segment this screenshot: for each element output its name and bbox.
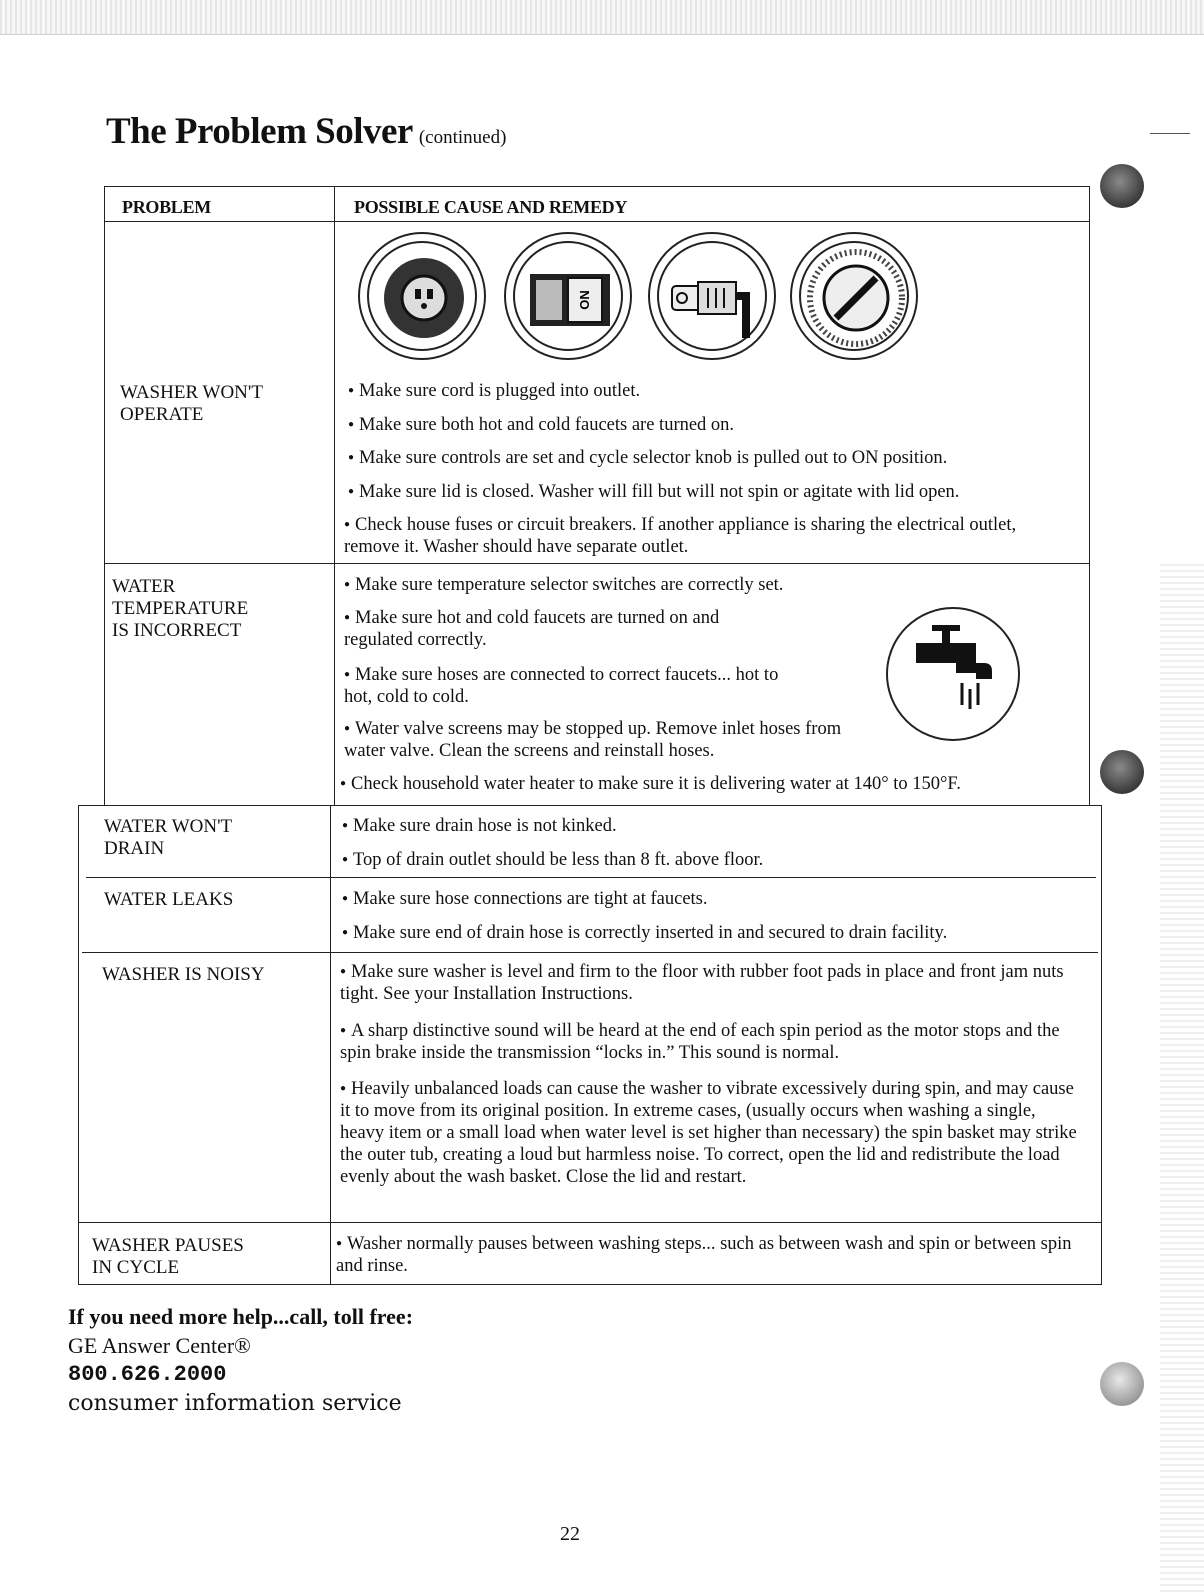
title-text: The Problem Solver (106, 111, 413, 152)
remedy-item: ● Top of drain outlet should be less than 8 ft. above floor. (342, 849, 1082, 871)
icon-row (358, 232, 938, 362)
problem-line: TEMPERATURE (112, 598, 249, 619)
problem-line: WATER (112, 576, 176, 597)
row-rule (104, 563, 1090, 564)
remedy-item: ● A sharp distinctive sound will be heard at the end of each spin period as the motor stops and the spin brake inside the transmission “locks in.” This sound is normal. (340, 1020, 1080, 1064)
remedy-item: ● Make sure temperature selector switches are correctly set. (344, 574, 1044, 596)
problem-washer-wont-operate (120, 382, 263, 426)
page-number: 22 (560, 1523, 580, 1545)
remedy-item: ● Make sure end of drain hose is correctly inserted in and secured to drain facility. (342, 922, 1082, 944)
plug-icon (648, 232, 776, 360)
row-rule (78, 1222, 1102, 1223)
remedy-item: ● Make sure lid is closed. Washer will fill but will not spin or agitate with lid open. (348, 481, 1078, 503)
breaker-on-label: ON (577, 290, 592, 310)
problem-water-leaks (104, 889, 233, 911)
remedy-item: ● Check house fuses or circuit breakers. If another appliance is sharing the electrical outlet, remove it. Washer should have separate outlet. (344, 514, 1074, 558)
column-header-remedy: POSSIBLE CAUSE AND REMEDY (354, 197, 628, 217)
remedy-item: ● Water valve screens may be stopped up. Remove inlet hoses from water valve. Clean the screens and reinstall hoses. (344, 718, 874, 762)
scan-edge-top (0, 0, 1204, 35)
outlet-icon (358, 232, 486, 360)
remedy-item: ● Heavily unbalanced loads can cause the washer to vibrate excessively during spin, and may cause it to move from its original position. In extreme cases, (usually occurs when washing a single, heavy item or a small load when water level is set higher than necessary) the spin basket may strike the outer tub, creating a loud but harmless noise. To correct, open the lid and redistribute the load evenly about the wash basket. Close the lid and restart. (340, 1078, 1080, 1188)
remedy-item: ● Make sure hose connections are tight at faucets. (342, 888, 1082, 910)
problem-line: IS INCORRECT (112, 620, 242, 641)
problem-water-temperature (112, 576, 248, 642)
problem-line: WASHER IS NOISY (102, 964, 265, 985)
remedy-item: ● Make sure hoses are connected to correct faucets... hot to hot, cold to cold. (344, 664, 794, 708)
scan-edge-right (1160, 560, 1204, 1592)
problem-line: WATER WON'T (104, 816, 233, 837)
problem-line: WASHER WON'T (120, 382, 263, 403)
problem-line: WASHER PAUSES (92, 1235, 244, 1256)
problem-washer-is-noisy (102, 964, 265, 986)
remedy-item: ● Washer normally pauses between washing steps... such as between wash and spin or between spin and rinse. (336, 1233, 1086, 1277)
margin-rule (1150, 133, 1190, 134)
problem-line: IN CYCLE (92, 1257, 180, 1278)
faucet-icon (886, 607, 1020, 741)
problem-washer-pauses (92, 1235, 244, 1279)
breaker-switch-icon (504, 232, 632, 360)
dial-knob-icon (790, 232, 918, 360)
column-divider (334, 186, 335, 806)
problem-line: OPERATE (120, 404, 204, 425)
row-rule (82, 952, 1098, 953)
page-title (106, 110, 506, 153)
binder-hole (1100, 164, 1144, 208)
binder-hole (1100, 1362, 1144, 1406)
remedy-item: ● Make sure both hot and cold faucets are turned on. (348, 414, 1078, 436)
remedy-item: ● Make sure drain hose is not kinked. (342, 815, 1082, 837)
help-phone-number: 800.626.2000 (68, 1362, 227, 1387)
binder-hole (1100, 750, 1144, 794)
problem-water-wont-drain (104, 816, 232, 860)
row-rule (86, 877, 1096, 878)
help-contact-block (68, 1302, 413, 1418)
column-header-problem: PROBLEM (122, 197, 211, 217)
remedy-item: ● Make sure hot and cold faucets are turned on and regulated correctly. (344, 607, 784, 651)
remedy-item: ● Make sure cord is plugged into outlet. (348, 380, 1078, 402)
header-rule (104, 221, 1090, 222)
remedy-item: ● Make sure washer is level and firm to the floor with rubber foot pads in place and front jam nuts tight. See your Installation Instructions. (340, 961, 1080, 1005)
help-line-center: GE Answer Center® (68, 1333, 251, 1358)
problem-line: DRAIN (104, 838, 165, 859)
title-subtitle: (continued) (418, 127, 507, 148)
remedy-item: ● Check household water heater to make sure it is delivering water at 140° to 150°F. (340, 773, 1080, 795)
help-line-service: consumer information service (68, 1391, 402, 1416)
remedy-item: ● Make sure controls are set and cycle selector knob is pulled out to ON position. (348, 447, 1078, 469)
help-line-call: If you need more help...call, toll free: (68, 1304, 414, 1329)
problem-line: WATER LEAKS (104, 889, 234, 910)
